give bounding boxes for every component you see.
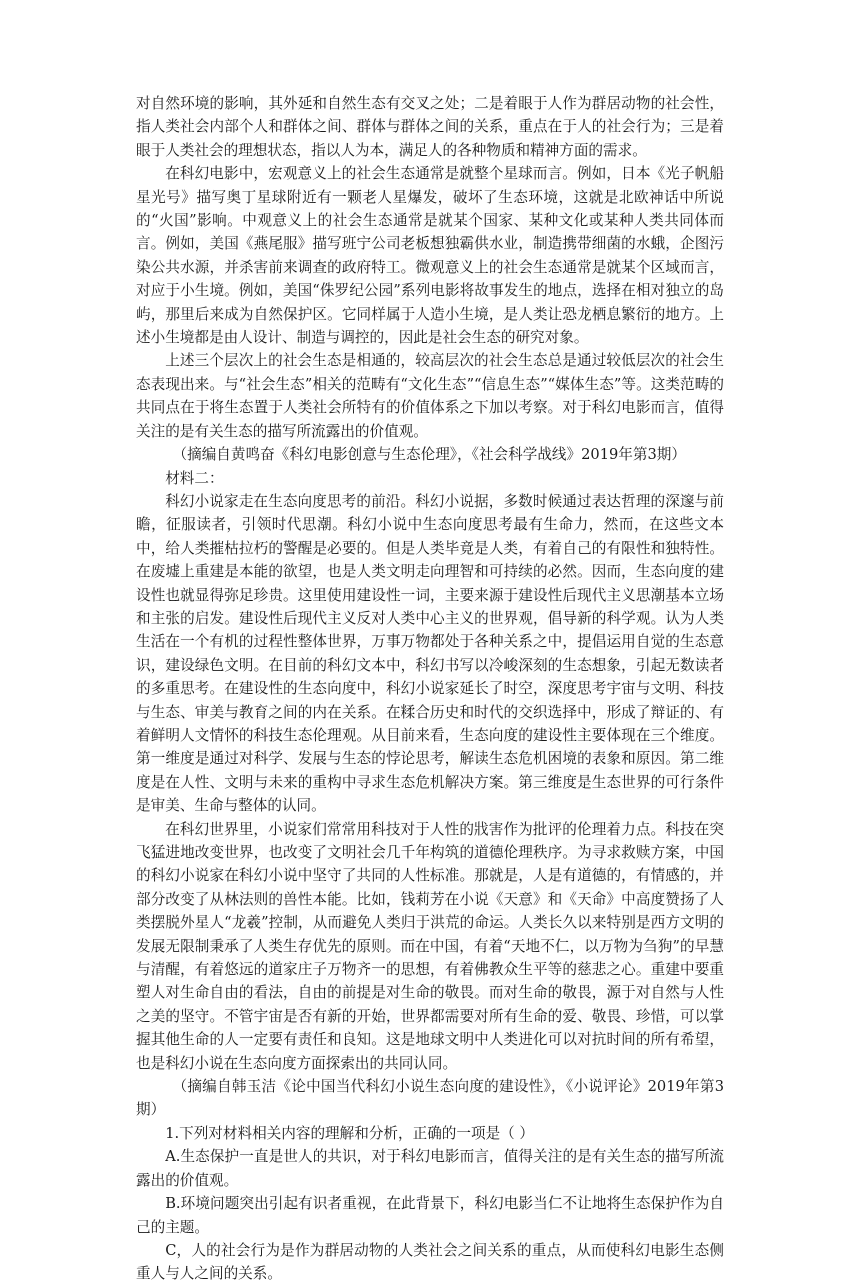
material1-paragraph-levels: 上述三个层次上的社会生态是相通的，较高层次的社会生态总是通过较低层次的社会生态表现出来。与“社会生态”相关的范畴有“文化生态”“信息生态”“媒体生态”等。这类范畴的共同点在于将生态置于人类社会所特有的价值体系之下加以考察。对于科幻电影而言，值得关注的是有关生态的描写所流露出的价值观。 [136, 352, 724, 440]
material2-paragraph-1: 科幻小说家走在生态向度思考的前沿。科幻小说据，多数时候通过表达哲理的深邃与前瞻，征服读者，引领时代思潮。科幻小说中生态向度思考最有生命力，然而，在这些文本中，给人类摧枯拉朽的警醒是必要的。但是人类毕竟是人类，有着自己的有限性和独特性。在废墟上重建是本能的欲望，也是人类文明走向理智和可持续的必然。因而，生态向度的建设性也就显得弥足珍贵。这里使用建设性一词，主要来源于建设性后现代主义思潮基本立场和主张的启发。建设性后现代主义反对人类中心主义的世界观，倡导新的科学观。认为人类生活在一个有机的过程性整体世界，万事万物都处于各种关系之中，提倡运用自觉的生态意识，建设绿色文明。在目前的科幻文本中，科幻书写以冷峻深刻的生态想象，引起无数读者的多重思考。在建设性的生态向度中，科幻小说家延长了时空，深度思考宇宙与文明、科技与生态、审美与教育之间的内在关系。在糅合历史和时代的交织选择中，形成了辩证的、有着鲜明人文情怀的科技生态伦理观。从目前来看，生态向度的建设性主要体现在三个维度。第一维度是通过对科学、发展与生态的悖论思考，解读生态危机困境的表象和原因。第二维度是在人性、文明与未来的重构中寻求生态危机解决方案。第三维度是生态世界的可行条件是审美、生命与整体的认同。 [136, 492, 724, 815]
material1-source: （摘编自黄鸣奋《科幻电影创意与生态伦理》，《社会科学战线》2019年第3期） [172, 446, 686, 464]
question-1-option-b: B.环境问题突出引起有识者重视，在此背景下，科幻电影当仁不让地将生态保护作为自己的主题。 [136, 1195, 724, 1236]
material1-paragraph-film-examples: 在科幻电影中，宏观意义上的社会生态通常是就整个星球而言。例如，日本《光子帆船星光号》描写奥丁星球附近有一颗老人星爆发，破坏了生态环境，这就是北欧神话中所说的“火国”影响。中观意义上的社会生态通常是就某个国家、某种文化或某种人类共同体而言。例如，美国《燕尾服》描写班宁公司老板想独霸供水业，制造携带细菌的水蛾，企图污染公共水源，并杀害前来调查的政府特工。微观意义上的社会生态通常是就某个区域而言，对应于小生境。例如，美国“侏罗纪公园”系列电影将故事发生的地点，选择在相对独立的岛屿，那里后来成为自然保护区。它同样属于人造小生境，是人类让恐龙栖息繁衍的地方。上述小生境都是由人设计、制造与调控的，因此是社会生态的研究对象。 [136, 165, 724, 347]
question-1-stem: 1.下列对材料相关内容的理解和分析，正确的一项是（ ） [165, 1124, 535, 1142]
exam-page [136, 92, 724, 1286]
question-1-option-a: A.生态保护一直是世人的共识，对于科幻电影而言，值得关注的是有关生态的描写所流露出的价值观。 [136, 1148, 724, 1189]
material2-heading: 材料二： [165, 469, 224, 487]
material2-paragraph-2: 在科幻世界里，小说家们常常用科技对于人性的戕害作为批评的伦理着力点。科技在突飞猛进地改变世界，也改变了文明社会几千年构筑的道德伦理秩序。为寻求救赎方案，中国的科幻小说家在科幻小说中坚守了共同的人性标准。那就是，人是有道德的，有情感的，并部分改变了从林法则的兽性本能。比如，钱莉芳在小说《天意》和《天命》中高度赞扬了人类摆脱外星人“龙羲”控制，从而避免人类归于洪荒的命运。人类长久以来特别是西方文明的发展无限制秉承了人类生存优先的原则。而在中国，有着“天地不仁，以万物为刍狗”的早慧与清醒，有着悠远的道家庄子万物齐一的思想，有着佛教众生平等的慈悲之心。重建中要重塑人对生命自由的看法，自由的前提是对生命的敬畏。而对生命的敬畏，源于对自然与人性之美的坚守。不管宇宙是否有新的开始，世界都需要对所有生命的爱、敬畏、珍惜，可以掌握其他生命的人一定要有责任和良知。这是地球文明中人类进化可以对抗时间的所有希望，也是科幻小说在生态向度方面探索出的共同认同。 [136, 820, 724, 1072]
material2-source: （摘编自韩玉洁《论中国当代科幻小说生态向度的建设性》，《小说评论》2019年第3期） [136, 1078, 724, 1119]
question-1-option-c: C，人的社会行为是作为群居动物的人类社会之间关系的重点，从而使科幻电影生态侧重人与人之间的关系。 [136, 1241, 724, 1283]
material1-paragraph-continued: 对自然环境的影响，其外延和自然生态有交叉之处；二是着眼于人作为群居动物的社会性，指人类社会内部个人和群体之间、群体与群体之间的关系，重点在于人的社会行为；三是着眼于人类社会的理想状态，指以人为本，满足人的各种物质和精神方面的需求。 [136, 95, 724, 159]
